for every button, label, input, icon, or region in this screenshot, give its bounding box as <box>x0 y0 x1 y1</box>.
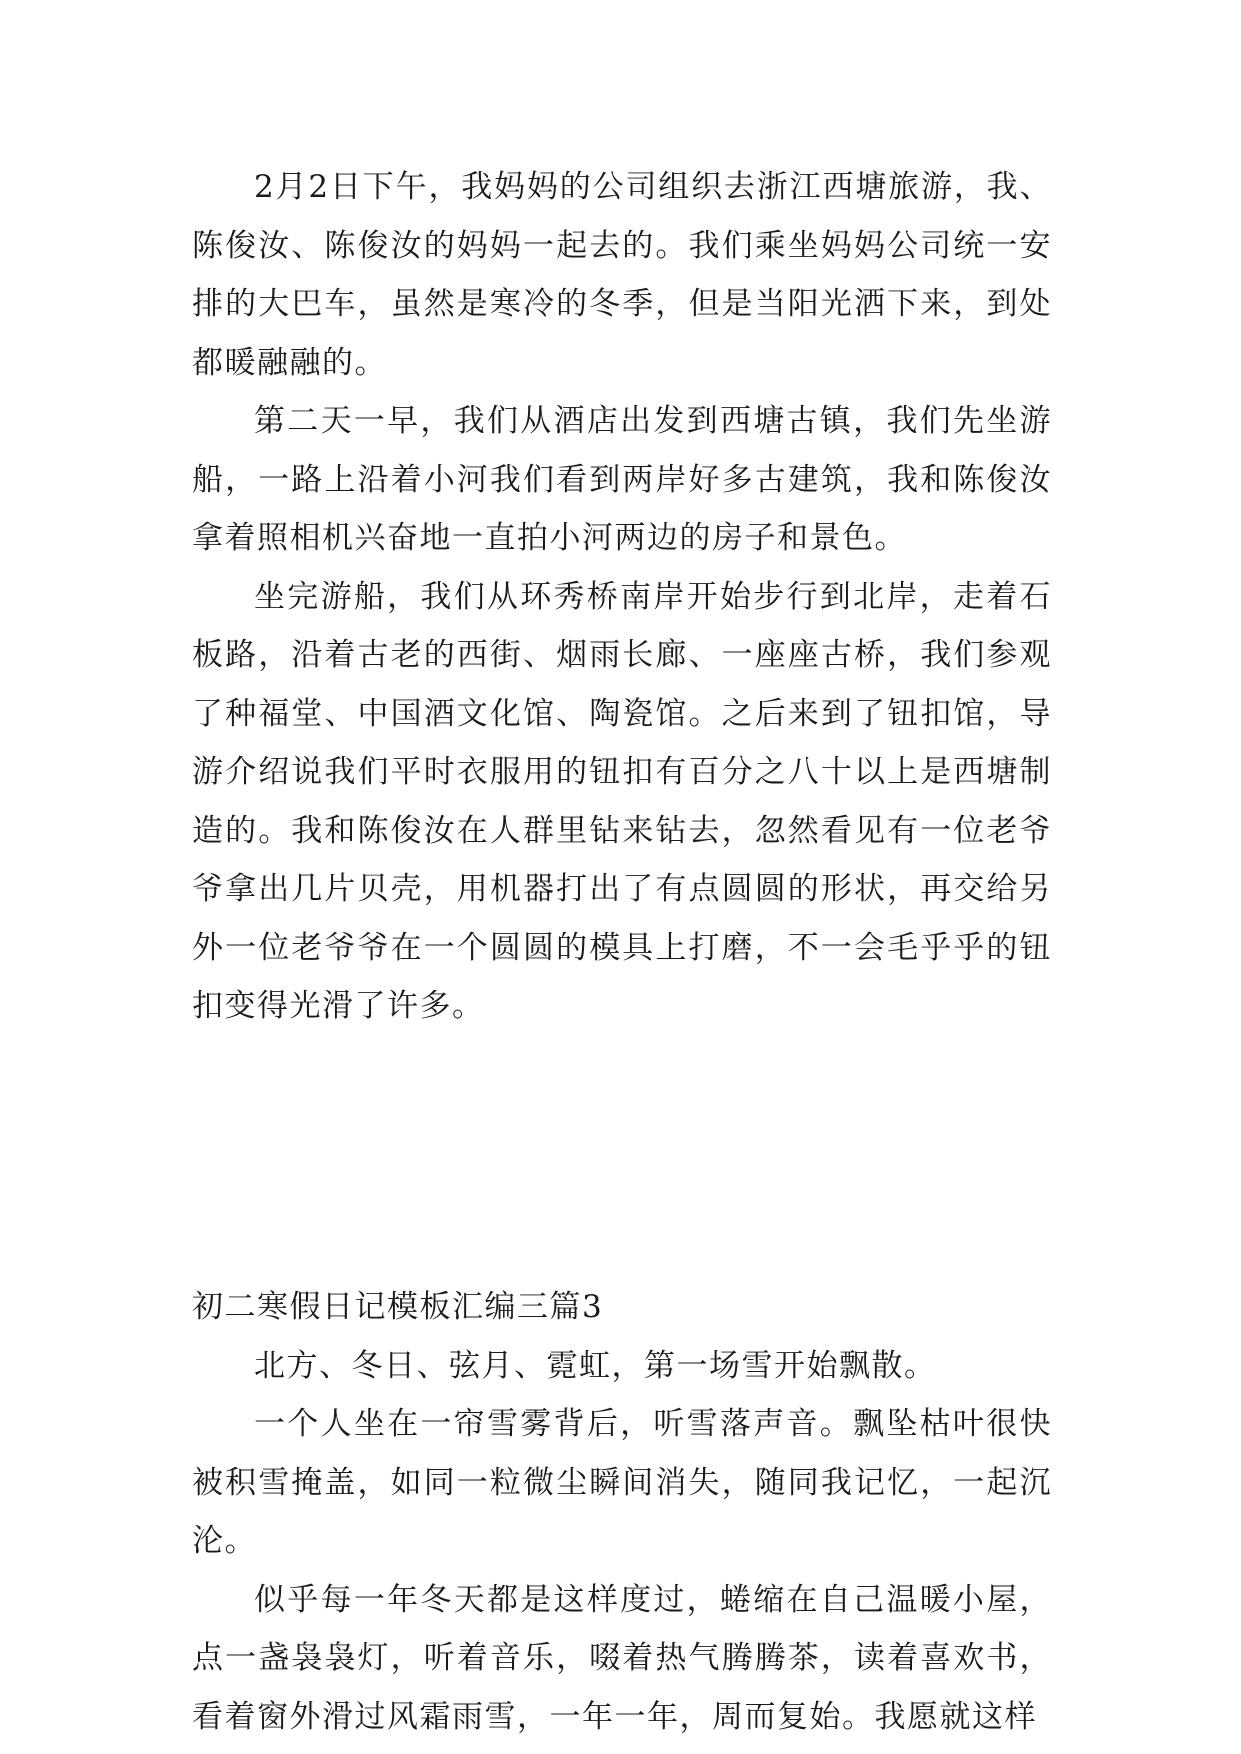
paragraph: 2月2日下午，我妈妈的公司组织去浙江西塘旅游，我、陈俊汝、陈俊汝的妈妈一起去的。我们乘坐妈妈公司统一安排的大巴车，虽然是寒冷的冬季，但是当阳光洒下来，到处都暖融融的。 <box>192 169 1052 381</box>
diary-entry-xitang <box>192 158 1052 1036</box>
paragraph: 北方、冬日、弦月、霓虹，第一场雪开始飘散。 <box>254 1347 937 1384</box>
paragraph: 似乎每一年冬天都是这样度过，蜷缩在自己温暖小屋，点一盏袅袅灯，听着音乐，啜着热气腾腾茶，读着喜欢书，看着窗外滑过风霜雨雪，一年一年，周而复始。我愿就这样 <box>192 1581 1052 1735</box>
section-heading: 初二寒假日记模板汇编三篇3 <box>192 1289 604 1325</box>
paragraph: 第二天一早，我们从酒店出发到西塘古镇，我们先坐游船，一路上沿着小河我们看到两岸好多古建筑，我和陈俊汝拿着照相机兴奋地一直拍小河两边的房子和景色。 <box>192 403 1052 556</box>
paragraph: 一个人坐在一帘雪雾背后，听雪落声音。飘坠枯叶很快被积雪掩盖，如同一粒微尘瞬间消失，随同我记忆，一起沉沦。 <box>192 1406 1052 1559</box>
paragraph: 坐完游船，我们从环秀桥南岸开始步行到北岸，走着石板路，沿着古老的西街、烟雨长廊、一座座古桥，我们参观了种福堂、中国酒文化馆、陶瓷馆。之后来到了钮扣馆，导游介绍说我们平时衣服用的钮扣有百分之八十以上是西塘制造的。我和陈俊汝在人群里钻来钻去，忽然看见有一位老爷爷拿出几片贝壳，用机器打出了有点圆圆的形状，再交给另外一位老爷爷在一个圆圆的模具上打磨，不一会毛乎乎的钮扣变得光滑了许多。 <box>192 578 1052 1024</box>
diary-entry-winter <box>192 1278 1052 1746</box>
